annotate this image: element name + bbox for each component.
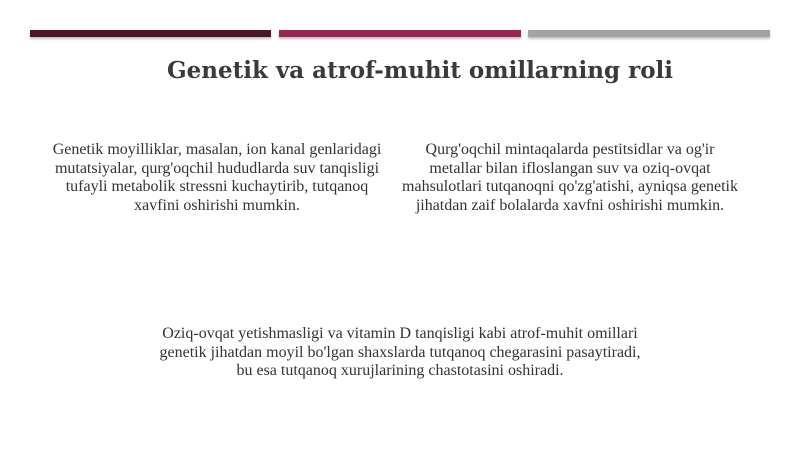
accent-bar-magenta — [279, 30, 521, 37]
paragraph-left: Genetik moyilliklar, masalan, ion kanal genlaridagi mutatsiyalar, qurg'oqchil hududlarda suv tanqisligi tufayli metabolik stressni kuchaytirib, tutqanoq xavfini oshirishi mumkin. — [52, 141, 382, 214]
slide-title: Genetik va atrof-muhit omillarning roli — [166, 57, 674, 84]
paragraph-bottom: Oziq-ovqat yetishmasligi va vitamin D tanqisligi kabi atrof-muhit omillari genetik jihatdan moyil bo'lgan shaxslarda tutqanoq chegarasini pasaytiradi, bu esa tutqanoq xurujlarining chastotasini oshiradi. — [159, 325, 641, 379]
accent-bar-gray — [528, 30, 770, 37]
accent-bar-dark — [30, 30, 271, 37]
paragraph-right: Qurg'oqchil mintaqalarda pestitsidlar va og'ir metallar bilan ifloslangan suv va oziq-ovqat mahsulotlari tutqanoqni qo'zg'atishi, ayniqsa genetik jihatdan zaif bolalarda xavfni oshirishi mumkin. — [402, 141, 738, 214]
